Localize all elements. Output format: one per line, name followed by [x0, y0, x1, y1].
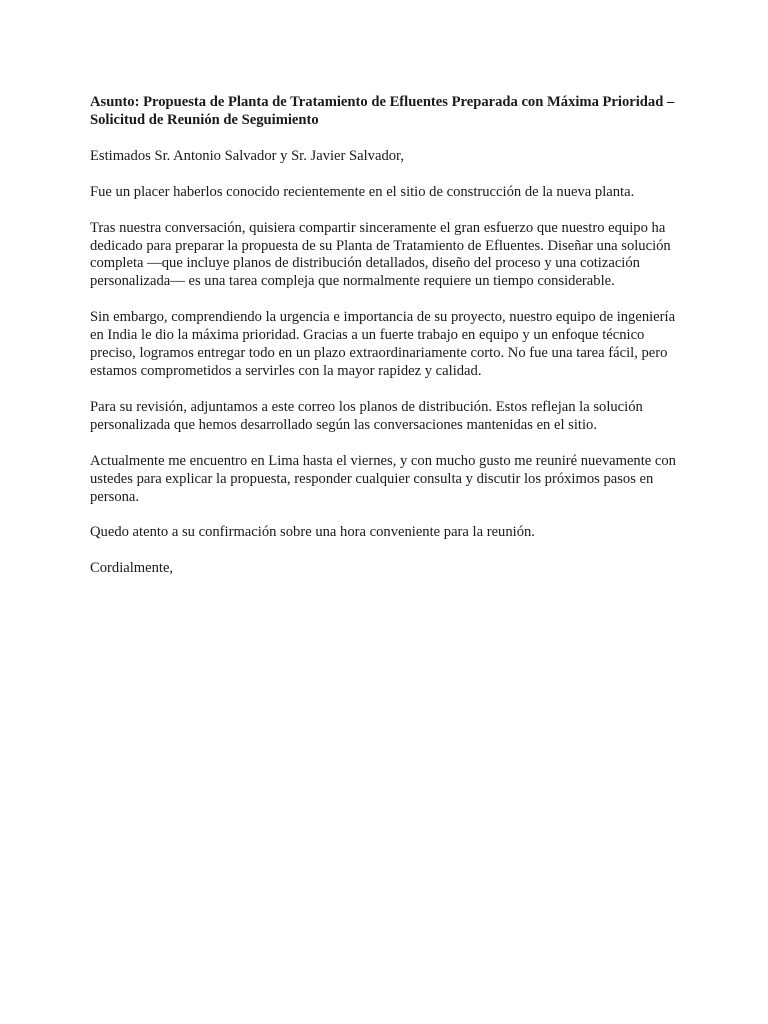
closing: Cordialmente,	[90, 560, 174, 577]
greeting: Estimados Sr. Antonio Salvador y Sr. Javier Salvador,	[90, 147, 404, 164]
paragraph-intro: Fue un placer haberlos conocido recientemente en el sitio de construcción de la nueva planta.	[90, 183, 635, 200]
paragraph-confirmation: Quedo atento a su confirmación sobre una hora conveniente para la reunión.	[90, 524, 535, 541]
letter-body	[90, 94, 680, 596]
paragraph-meeting: Actualmente me encuentro en Lima hasta el viernes, y con mucho gusto me reuniré nuevamente con ustedes para explicar la propuesta, responder cualquier consulta y discutir los próximos pasos en persona.	[90, 452, 676, 505]
paragraph-priority: Sin embargo, comprendiendo la urgencia e importancia de su proyecto, nuestro equipo de ingeniería en India le dio la máxima prioridad. Gracias a un fuerte trabajo en equipo y un enfoque técnico preciso, logramos entregar todo en un plazo extraordinariamente corto. No fue una tarea fácil, pero estamos comprometidos a servirles con la mayor rapidez y calidad.	[90, 309, 676, 379]
subject-line: Asunto: Propuesta de Planta de Tratamiento de Efluentes Preparada con Máxima Prioridad – Solicitud de Reunión de Seguimiento	[90, 94, 675, 128]
paragraph-effort: Tras nuestra conversación, quisiera compartir sinceramente el gran esfuerzo que nuestro equipo ha dedicado para preparar la propuesta de su Planta de Tratamiento de Efluentes. Diseñar una solución completa —que incluye planos de distribución detallados, diseño del proceso y una cotización personalizada— es una tarea compleja que normalmente requiere un tiempo considerable.	[90, 219, 671, 290]
paragraph-attachment: Para su revisión, adjuntamos a este correo los planos de distribución. Estos reflejan la solución personalizada que hemos desarrollado según las conversaciones mantenidas en el sitio.	[90, 398, 643, 433]
